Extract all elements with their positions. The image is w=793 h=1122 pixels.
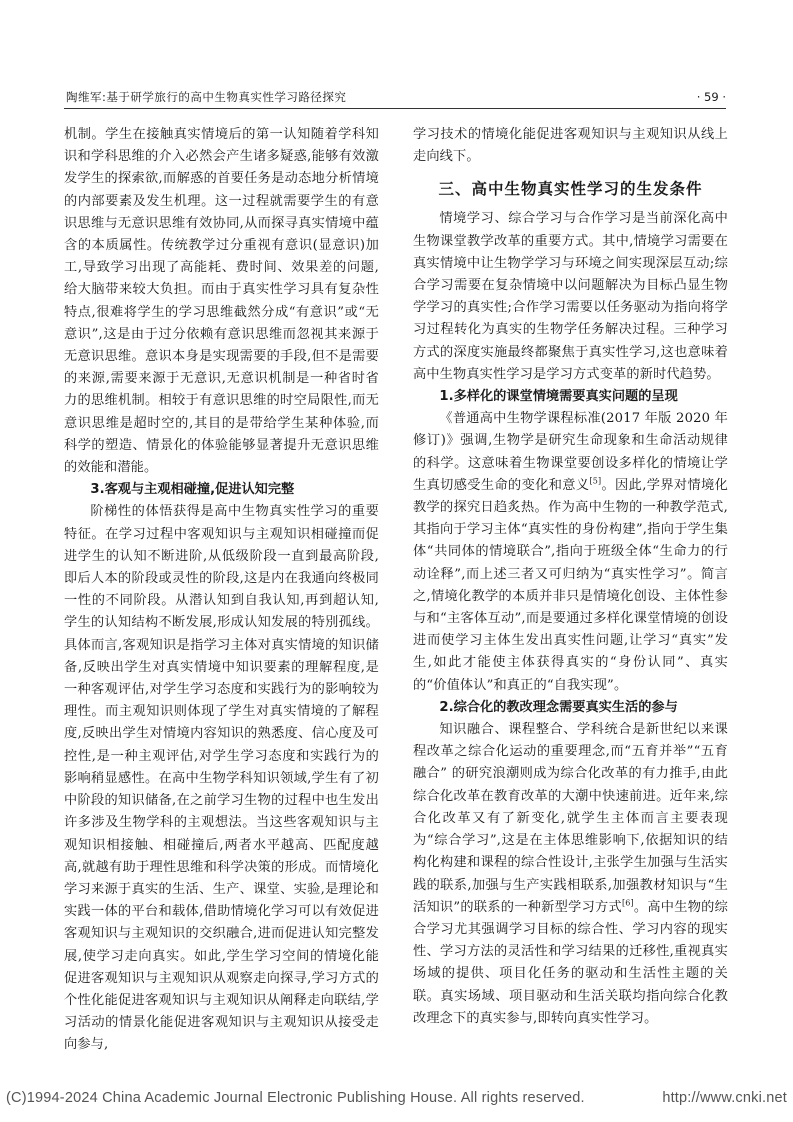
paragraph-text: 知识融合、课程整合、学科统合是新世纪以来课程改革之综合化运动的重要理念,而“五育并举”“五育融合” 的研究浪潮则成为综合化改革的有力推手,由此综合化改革在教育改革的大潮中快速前进。近年来,综合化改革又有了新变化,就学生主体而言主要表现为“综合学习”,这是在主体思维影响下,依据知识的结构化构建和课程的综合性设计,主张学生加强与生活实践的联系,加强与生产实践相联系,加强教材知识与“生活知识”的联系的一种新型学习方式 xyxy=(413,722,728,915)
paragraph: 机制。学生在接触真实情境后的第一认知随着学科知识和学科思维的介入必然会产生诸多疑惑,能够有效激发学生的探索欲,而解惑的首要任务是动态地分析情境的内部要素及发生机理。这一过程就需要学生的有意识思维与无意识思维有效协同,从而探寻真实情境中蕴含的本质属性。传统教学过分重视有意识(显意识)加工,导致学习出现了高能耗、费时间、效果差的问题,给大脑带来较大负担。而由于真实性学习具有复杂性特点,很难将学生的学习思维截然分成“有意识”或“无意识”,这是由于过分依赖有意识思维而忽视其来源于无意识思维。意识本身是实现需要的手段,但不是需要的来源,需要来源于无意识,无意识机制是一种省时省力的思维机制。相较于有意识思维的时空局限性,而无意识思维是超时空的,其目的是带给学生某种体验,而科学的塑造、情景化的体验能够显著提升无意识思维的效能和潜能。 xyxy=(64,127,379,476)
running-title: 陶维军:基于研学旅行的高中生物真实性学习路径探究 xyxy=(66,90,347,104)
site-link[interactable]: http://www.cnki.net xyxy=(662,1090,787,1106)
subsection-heading: 3.客观与主观相碰撞,促进认知完整 xyxy=(90,482,295,498)
running-header xyxy=(64,86,726,109)
citation-ref: [6] xyxy=(621,898,634,908)
paragraph-text: 《普通高中生物学课程标准(2017 年版 2020 年修订)》强调,生物学是研究生命现象和生命活动规律的科学。这意味着生物课堂要创设多样化的情境让学生真切感受生命的变化和意义 xyxy=(413,411,728,493)
right-column xyxy=(413,124,728,1030)
paragraph: 情境学习、综合学习与合作学习是当前深化高中生物课堂教学改革的重要方式。其中,情境学习需要在真实情境中让生物学学习与环境之间实现深层互动;综合学习需要在复杂情境中以问题解决为目标凸显生物学学习的真实性;合作学习需要以任务驱动为指向将学习过程转化为真实的生物学任务解决过程。三种学习方式的深度实施最终都聚焦于真实性学习,这也意味着高中生物真实性学习是学习方式变革的新时代趋势。 xyxy=(413,211,728,382)
paragraph-text: 。高中生物的综合学习尤其强调学习目标的综合性、学习内容的现实性、学习方法的灵活性和学习结果的迁移性,重视真实场域的提供、项目化任务的驱动和生活性主题的关联。真实场域、项目驱动和生活关联均指向综合化教改理念下的真实参与,即转向真实性学习。 xyxy=(413,899,728,1026)
subsection-heading: 1.多样化的课堂情境需要真实问题的呈现 xyxy=(439,389,678,405)
paragraph: 学习技术的情境化能促进客观知识与主观知识从线上走向线下。 xyxy=(413,127,728,165)
paragraph-text: 。因此,学界对情境化教学的探究日趋炙热。作为高中生物的一种教学范式,其指向于学习主体“真实性的身份构建”,指向于学生集体“共同体的情境联合”,指向于班级全体“生命力的行动诠释”,而上述三者又可归纳为“真实性学习”。简言之,情境化教学的本质并非只是情境化创设、主体性参与和“主客体互动”,而是要通过多样化课堂情境的创设进而使学习主体生发出真实性问题,让学习“真实”发生,如此才能使主体获得真实的“身份认同”、真实的“价值体认”和真正的“自我实现”。 xyxy=(413,477,728,693)
paragraph xyxy=(413,408,728,697)
paragraph: 阶梯性的体悟获得是高中生物真实性学习的重要特征。在学习过程中客观知识与主观知识相碰撞而促进学生的认知不断进阶,从低级阶段一直到最高阶段,即后人本的阶段或灵性的阶段,这是内在我通向终极同一性的不同阶段。从潜认知到自我认知,再到超认知,学生的认知结构不断发展,形成认知发展的特別孤线。具体而言,客观知识是指学习主体对真实情境的知识储备,反映出学生对真实情境中知识要素的理解程度,是一种客观评估,对学生学习态度和实践行为的影响较为理性。而主观知识则体现了学生对真实情境的了解程度,反映出学生对情境内容知识的熟悉度、信心度及可控性,是一种主观评估,对学生学习态度和实践行为的影响稍显感性。在高中生物学科知识领域,学生有了初中阶段的知识储备,在之前学习生物的过程中也生发出许多涉及生物学科的主观想法。当这些客观知识与主观知识相接触、相碰撞后,两者水平越高、匹配度越高,就越有助于理性思维和科学决策的形成。而情境化学习来源于真实的生活、生产、课堂、实验,是理论和实践一体的平台和载体,借助情境化学习可以有效促进客观知识与主观知识的交织融合,进而促进认知完整发展,使学习走向真实。如此,学生学习空间的情境化能促进客观知识与主观知识从观察走向探寻,学习方式的个性化能促进客观知识与主观知识从阐释走向联结,学习活动的情景化能促进客观知识与主观知识从接受走向参与, xyxy=(64,504,379,1053)
paragraph xyxy=(413,719,728,1030)
citation-ref: [5] xyxy=(589,476,602,486)
left-column xyxy=(64,124,379,1057)
copyright-text: (C)1994-2024 China Academic Journal Electronic Publishing House. All rights reserved. xyxy=(6,1090,585,1106)
subsection-heading: 2.综合化的教改理念需要真实生活的参与 xyxy=(439,699,678,715)
section-heading: 三、高中生物真实性学习的生发条件 xyxy=(438,180,703,199)
cnki-footer xyxy=(6,1090,787,1106)
page-number: · 59 · xyxy=(696,90,726,104)
